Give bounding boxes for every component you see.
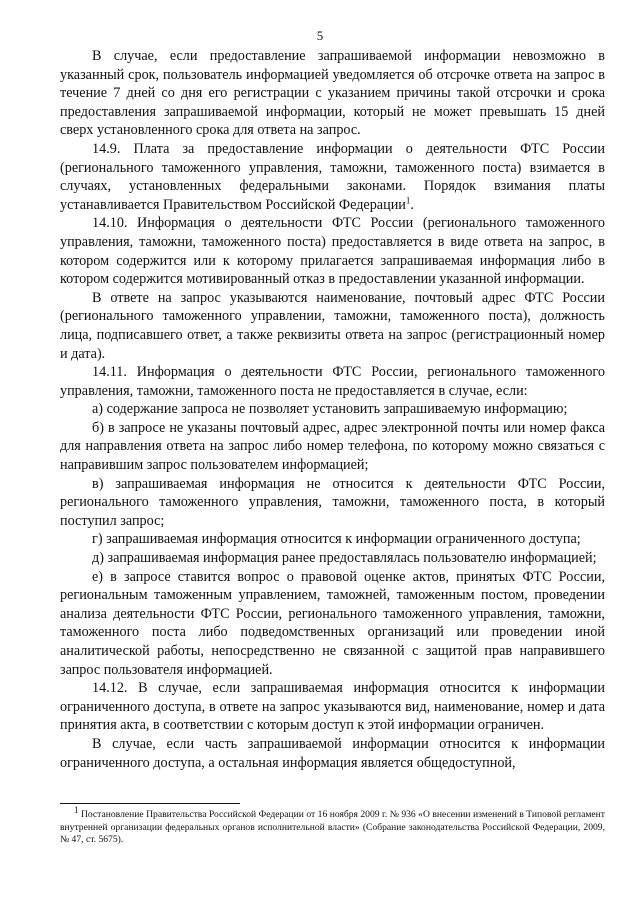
footnote-divider: [60, 803, 240, 804]
paragraph-partial-restriction: В случае, если часть запрашиваемой информации относится к информации ограниченного доступа, а остальная информация является общедоступной,: [60, 735, 605, 771]
footnote-reference[interactable]: 1: [405, 195, 411, 206]
paragraph-14-9-end: .: [410, 196, 414, 213]
list-item-d: д) запрашиваемая информация ранее предоставлялась пользователю информацией;: [92, 550, 597, 567]
list-item-e: е) в запросе ставится вопрос о правовой оценке актов, принятых ФТС России, региональным таможенным управлением, таможней, таможенным постом, проведении анализа деятельности ФТС России, регионального таможенного управления, таможни, таможенного поста либо подведомственных организаций или проведении иной аналитической работы, непосредственно не связанной с защитой прав направившего запрос пользователя информацией.: [60, 568, 605, 678]
paragraph-14-10: 14.10. Информация о деятельности ФТС России (регионального таможенного управления, таможни, таможенного поста) предоставляется в виде ответа на запрос, в котором содержится или к которому прилагается запрашиваемая информация либо в котором содержится мотивированный отказ в предоставлении указанной информации.: [60, 215, 605, 288]
paragraph-14-9-text: 14.9. Плата за предоставление информации о деятельности ФТС России (регионального таможенного управления, таможни, таможенного поста) взимается в случаях, установленных федеральными законами. Порядок взимания платы устанавливается Правительством Российской Федерации: [60, 140, 605, 213]
paragraph-14-12: 14.12. В случае, если запрашиваемая информация относится к информации ограниченного доступа, в ответе на запрос указываются вид, наименование, номер и дата принятия акта, в соответствии с которым доступ к этой информации ограничен.: [60, 680, 605, 734]
paragraph-14-11: 14.11. Информация о деятельности ФТС России, регионального таможенного управления, таможни, таможенного поста не предоставляется в случае, если:: [60, 364, 605, 399]
list-item-a: а) содержание запроса не позволяет установить запрашиваемую информацию;: [92, 401, 568, 418]
list-item-g: г) запрашиваемая информация относится к информации ограниченного доступа;: [92, 531, 581, 548]
page-number: 5: [316, 28, 324, 43]
document-body: [60, 47, 605, 772]
paragraph-14-9: [60, 140, 605, 214]
paragraph-deferral: В случае, если предоставление запрашиваемой информации невозможно в указанный срок, пользователь информацией уведомляется об отсрочке ответа на запрос в течение 7 дней со дня его регистрации с указанием причины такой отсрочки и срока предоставления запрашиваемой информации, который не может превышать 15 дней сверх установленного срока для ответа на запрос.: [60, 48, 605, 139]
list-item-b: б) в запросе не указаны почтовый адрес, адрес электронной почты или номер факса для направления ответа на запрос либо номер телефона, по которому можно связаться с направившим запрос пользователем информацией;: [60, 419, 605, 474]
footnote: [60, 804, 606, 847]
footnote-text: Постановление Правительства Российской Федерации от 16 ноября 2009 г. № 936 «О внесении изменений в Типовой регламент внутренней организации федеральных органов исполнительной власти» (Собрание законодательства Российской Федерации, 2009, № 47, ст. 5675).: [60, 809, 606, 846]
footnote-number: 1: [74, 804, 79, 815]
list-item-v: в) запрашиваемая информация не относится к деятельности ФТС России, регионального таможенного управления, таможни, таможенного поста, в который поступил запрос;: [60, 475, 605, 529]
paragraph-response-details: В ответе на запрос указываются наименование, почтовый адрес ФТС России (регионального таможенного управлении, таможни, таможенного поста), должность лица, подписавшего ответ, а также реквизиты ответа на запрос (регистрационный номер и дата).: [60, 289, 605, 362]
